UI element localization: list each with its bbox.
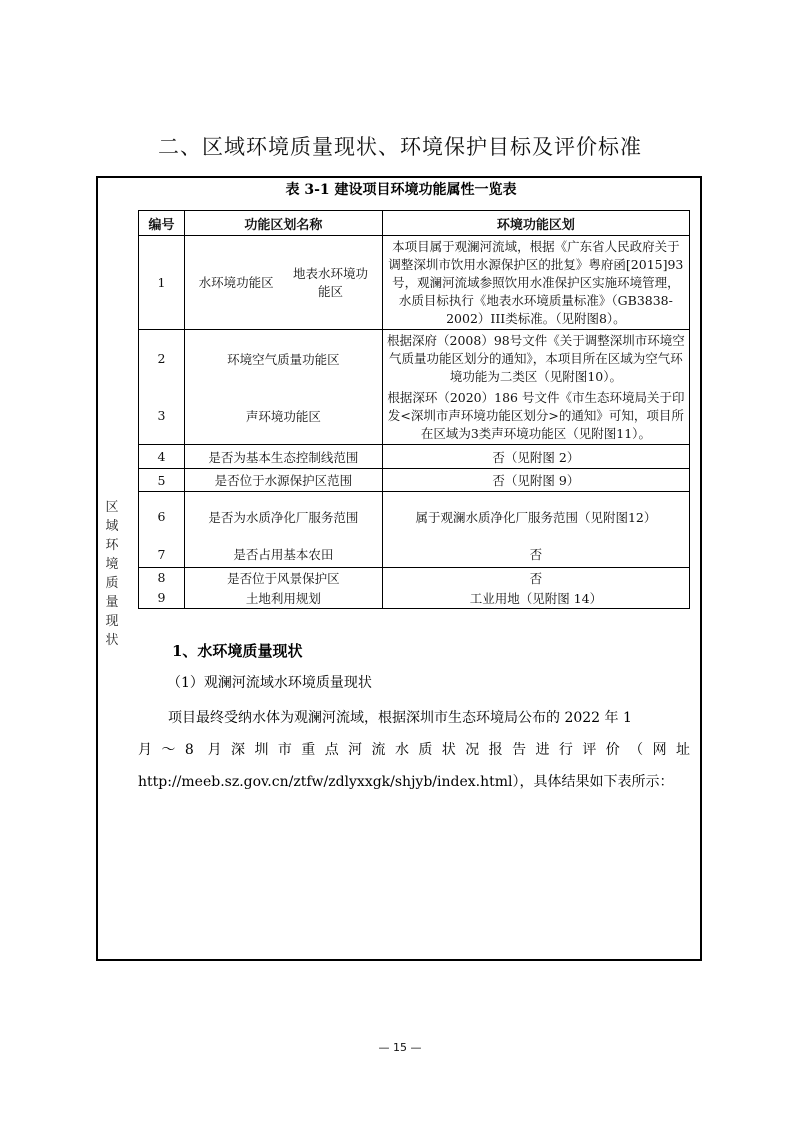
table-row (139, 568, 690, 588)
cell-environment-zone: 否 (382, 568, 689, 588)
cell-function-name: 是否占用基本农田 (184, 542, 382, 568)
subheading-guanlan-river: （1）观澜河流域水环境质量现状 (167, 675, 372, 691)
cell-function-name: 土地利用规划 (184, 588, 382, 609)
section-title: 二、区域环境质量现状、环境保护目标及评价标准 (158, 135, 642, 159)
header-environment-zone: 环境功能区划 (382, 211, 689, 236)
heading-water-quality: 1、水环境质量现状 (172, 642, 303, 660)
cell-function-name: 声环境功能区 (184, 388, 382, 445)
side-label-regional-quality (104, 498, 120, 650)
cell-environment-zone: 根据深环（2020）186 号文件《市生态环境局关于印发<深圳市声环境功能区划分>的通知》可知，项目所在区域为3类声环境功能区（见附图11）。 (382, 388, 689, 445)
header-function-name: 功能区划名称 (184, 211, 382, 236)
side-label-char: 质 (105, 576, 119, 591)
table-row (139, 330, 690, 388)
side-label-char: 域 (105, 519, 119, 534)
cell-no: 7 (139, 542, 185, 568)
cell-no: 4 (139, 445, 185, 469)
cell-environment-zone: 工业用地（见附图 14） (382, 588, 689, 609)
table-header-row (139, 211, 690, 236)
cell-no: 8 (139, 568, 185, 588)
cell-environment-zone: 根据深府（2008）98号文件《关于调整深圳市环境空气质量功能区划分的通知》，本项目所在区域为空气环境功能为二类区（见附图10）。 (382, 330, 689, 388)
table-row (139, 542, 690, 568)
side-label-char: 状 (105, 633, 119, 648)
cell-function-name-part: 水环境功能区 (198, 274, 274, 290)
cell-no: 2 (139, 330, 185, 388)
table-row (139, 236, 690, 330)
table-row (139, 492, 690, 542)
side-label-char: 区 (105, 500, 119, 515)
table-row (139, 388, 690, 445)
para-line-2: 月～8 月深圳市重点河流水质状况报告进行评价（网址 (138, 742, 690, 758)
cell-no: 1 (139, 236, 185, 330)
cell-environment-zone: 属于观澜水质净化厂服务范围（见附图12） (382, 492, 689, 542)
cell-function-name (184, 236, 382, 330)
cell-no: 5 (139, 469, 185, 492)
cell-no: 3 (139, 388, 185, 445)
cell-no: 6 (139, 492, 185, 542)
table-row (139, 469, 690, 492)
side-label-char: 现 (105, 614, 119, 629)
cell-function-name: 是否为基本生态控制线范围 (184, 445, 382, 469)
cell-environment-zone: 本项目属于观澜河流域，根据《广东省人民政府关于调整深圳市饮用水源保护区的批复》粤府函[2015]93号，观澜河流域参照饮用水准保护区实施环境管理，水质目标执行《地表水环境质量标准》（GB3838-2002）III类标准。（见附图8）。 (382, 236, 689, 330)
header-no: 编号 (139, 211, 185, 236)
cell-environment-zone: 否 (382, 542, 689, 568)
table-caption: 表 3-1 建设项目环境功能属性一览表 (285, 182, 517, 198)
side-label-char: 环 (105, 538, 119, 553)
cell-no: 9 (139, 588, 185, 609)
cell-environment-zone: 否（见附图 2） (382, 445, 689, 469)
table-row (139, 588, 690, 609)
table-row (139, 445, 690, 469)
cell-function-name: 是否为水质净化厂服务范围 (184, 492, 382, 542)
cell-environment-zone: 否（见附图 9） (382, 469, 689, 492)
side-label-char: 量 (105, 595, 119, 610)
side-label-char: 境 (105, 557, 119, 572)
cell-function-name: 是否位于水源保护区范围 (184, 469, 382, 492)
cell-function-name: 环境空气质量功能区 (184, 330, 382, 388)
cell-function-name-part: 地表水环境功能区 (293, 265, 369, 299)
para-line-3-link: http://meeb.sz.gov.cn/ztfw/zdlyxxgk/shjyb/index.html），具体结果如下表所示： (138, 774, 674, 790)
cell-function-name: 是否位于风景保护区 (184, 568, 382, 588)
body-paragraph (138, 702, 690, 798)
page-number: — 15 — (378, 1041, 422, 1054)
para-line-1: 项目最终受纳水体为观澜河流域，根据深圳市生态环境局公布的 2022 年 1 (168, 710, 632, 726)
environment-function-table (138, 210, 690, 609)
